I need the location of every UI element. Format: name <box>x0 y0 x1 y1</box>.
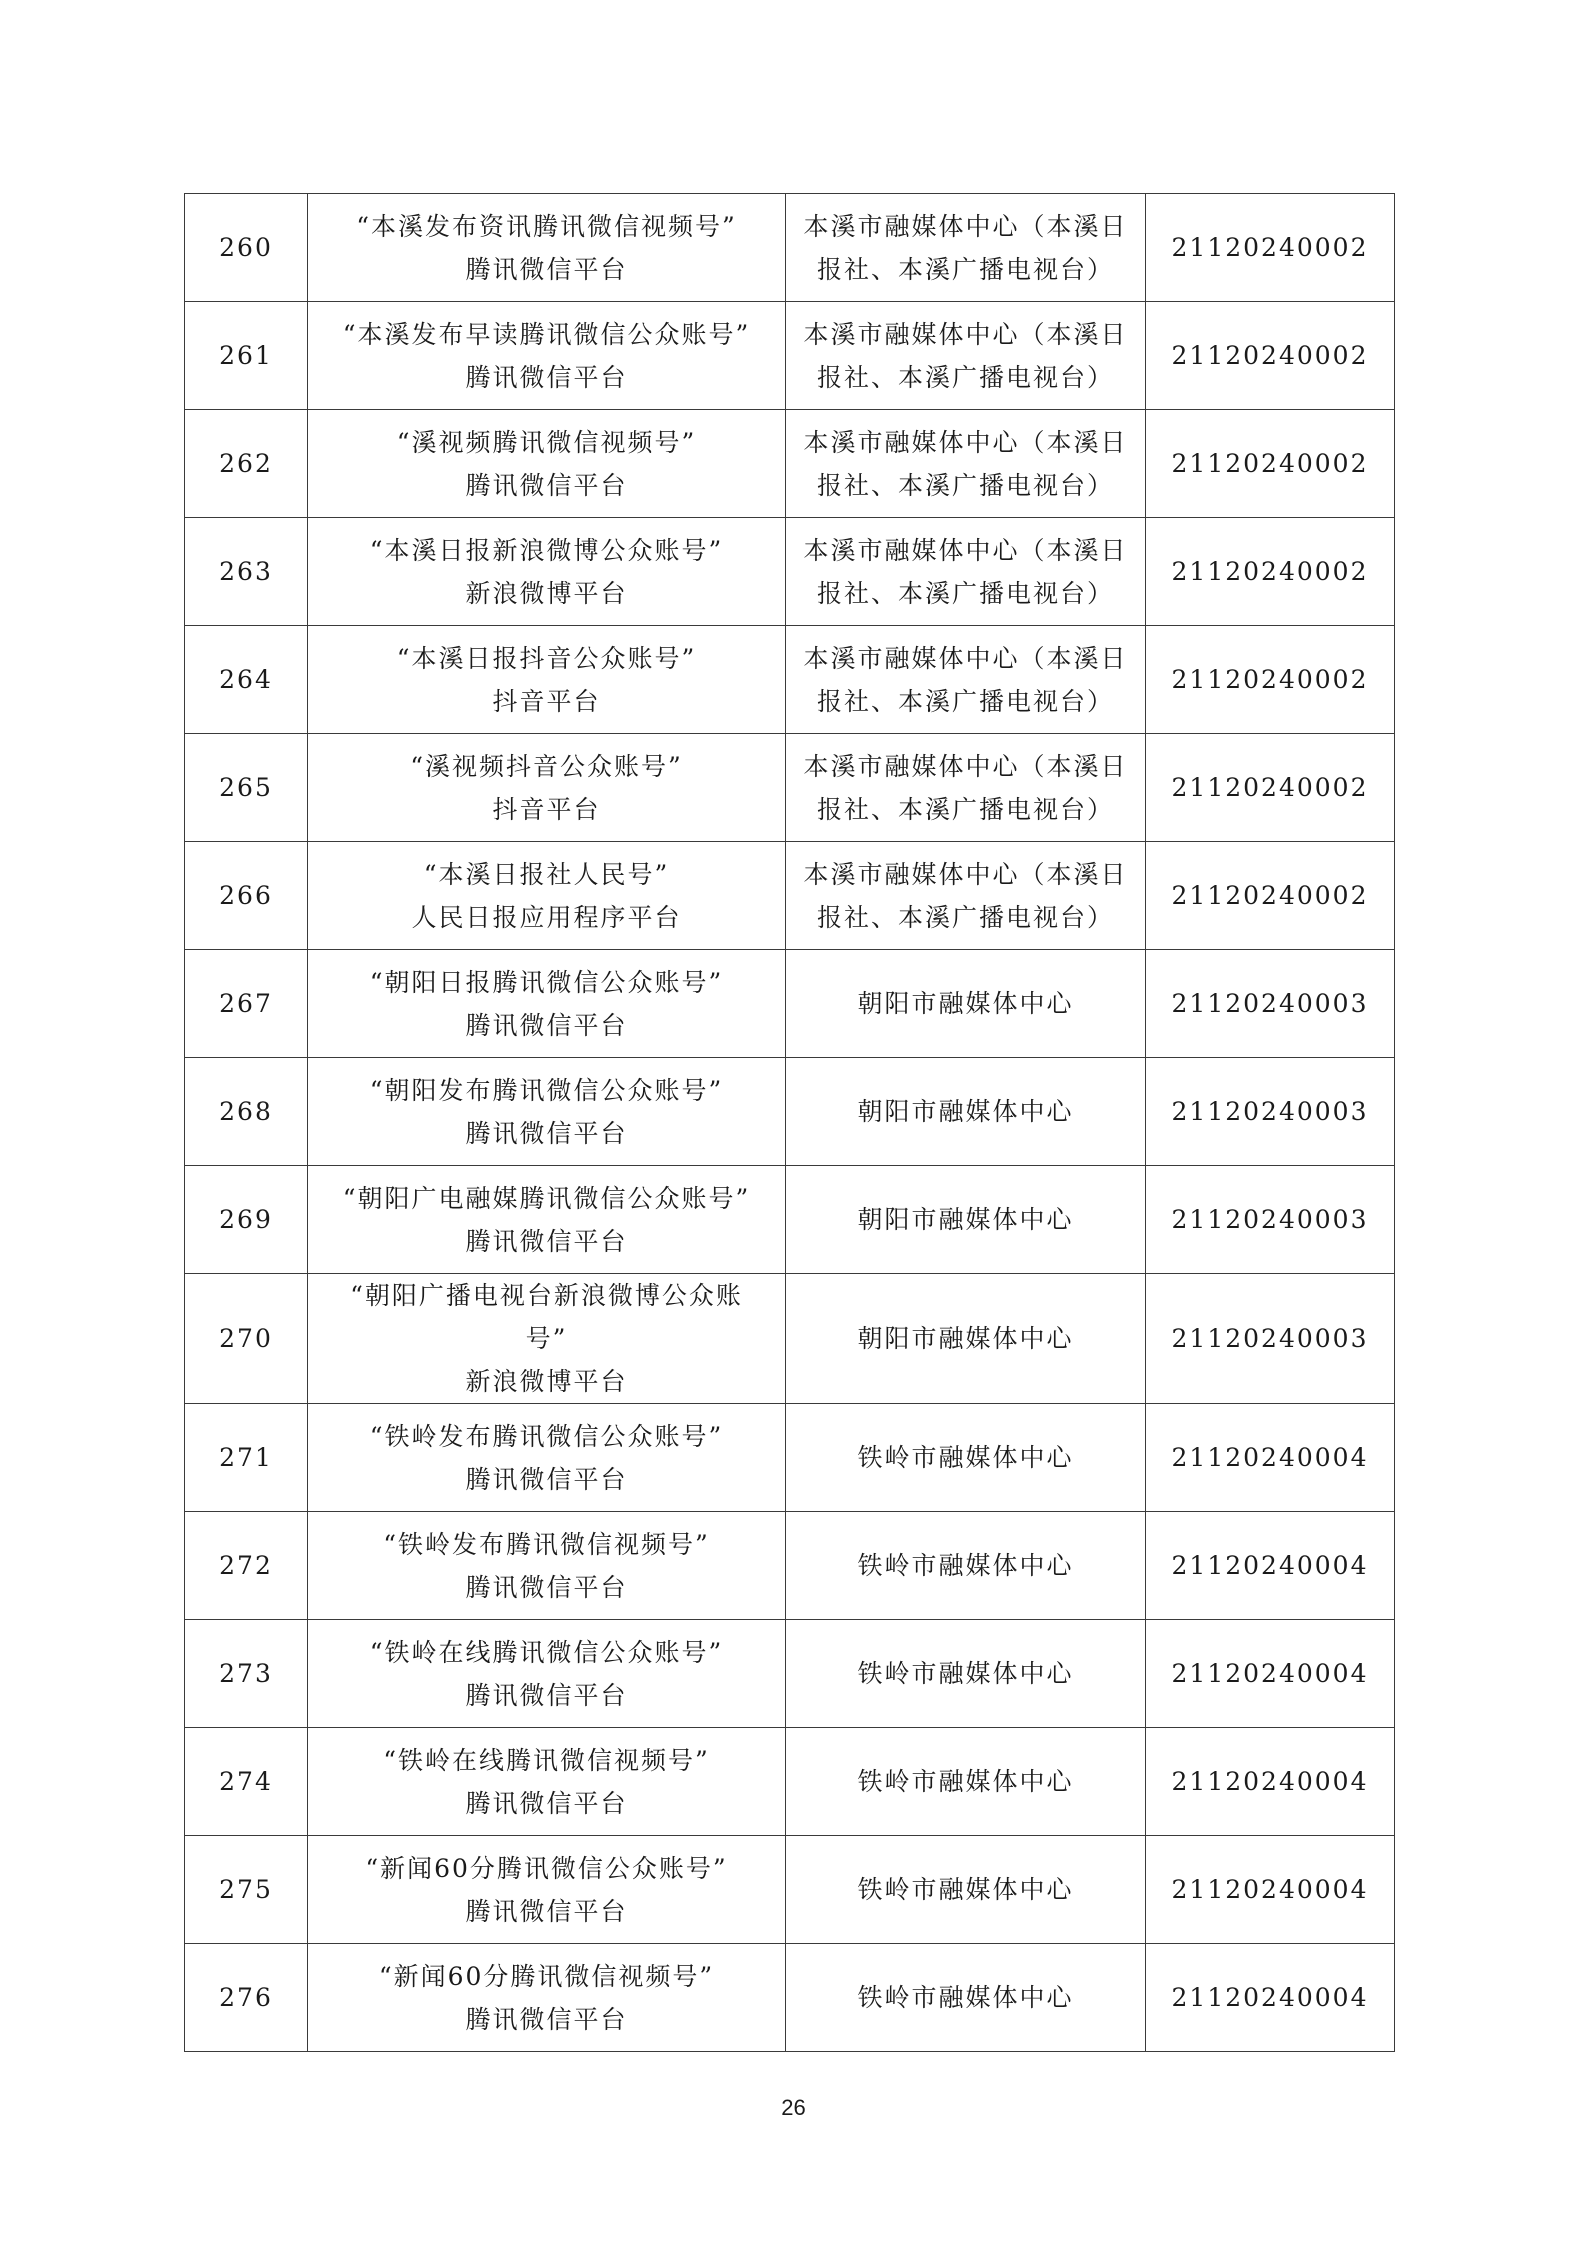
organization-line: 朝阳市融媒体中心 <box>857 1097 1074 1126</box>
table-body <box>185 194 1395 2052</box>
account-name-line: 腾讯微信平台 <box>465 1896 628 1926</box>
account-name-line: 腾讯微信平台 <box>465 254 628 284</box>
account-name-line: “铁岭在线腾讯微信视频号” <box>383 1745 710 1775</box>
account-name-cell <box>308 1620 786 1728</box>
account-name-cell <box>308 194 786 302</box>
organization-line: 铁岭市融媒体中心 <box>857 1767 1074 1796</box>
table-row <box>185 626 1395 734</box>
organization-line: 本溪市融媒体中心（本溪日 <box>803 211 1128 241</box>
organization-cell <box>786 626 1146 734</box>
organization-line: 本溪市融媒体中心（本溪日 <box>803 751 1128 781</box>
license-code: 21120240004 <box>1146 1728 1395 1836</box>
organization-line: 朝阳市融媒体中心 <box>857 1205 1074 1234</box>
account-name-line: “朝阳日报腾讯微信公众账号” <box>369 967 724 997</box>
license-table <box>184 193 1395 2052</box>
account-name-line: 腾讯微信平台 <box>465 1118 628 1148</box>
row-number: 268 <box>185 1058 308 1166</box>
account-name-cell <box>308 1166 786 1274</box>
account-name-cell <box>308 1944 786 2052</box>
license-code: 21120240004 <box>1146 1944 1395 2052</box>
license-code: 21120240002 <box>1146 194 1395 302</box>
organization-line: 本溪市融媒体中心（本溪日 <box>803 319 1128 349</box>
organization-line: 报社、本溪广播电视台） <box>816 902 1114 932</box>
row-number: 267 <box>185 950 308 1058</box>
account-name-cell <box>308 950 786 1058</box>
account-name-line: “朝阳发布腾讯微信公众账号” <box>369 1075 724 1105</box>
account-name-line: 腾讯微信平台 <box>465 470 628 500</box>
organization-line: 报社、本溪广播电视台） <box>816 578 1114 608</box>
account-name-line: 腾讯微信平台 <box>465 362 628 392</box>
organization-line: 铁岭市融媒体中心 <box>857 1875 1074 1904</box>
row-number: 271 <box>185 1404 308 1512</box>
account-name-line: “新闻60分腾讯微信视频号” <box>378 1961 715 1991</box>
table-row <box>185 1404 1395 1512</box>
row-number: 270 <box>185 1274 308 1404</box>
row-number: 265 <box>185 734 308 842</box>
account-name-cell <box>308 1512 786 1620</box>
license-code: 21120240002 <box>1146 302 1395 410</box>
account-name-line: “朝阳广播电视台新浪微博公众账 <box>350 1281 743 1310</box>
organization-line: 本溪市融媒体中心（本溪日 <box>803 859 1128 889</box>
license-code: 21120240003 <box>1146 1274 1395 1404</box>
account-name-cell <box>308 1058 786 1166</box>
account-name-line: 人民日报应用程序平台 <box>411 902 682 932</box>
row-number: 262 <box>185 410 308 518</box>
organization-cell <box>786 410 1146 518</box>
table-row <box>185 194 1395 302</box>
license-code: 21120240004 <box>1146 1404 1395 1512</box>
row-number: 261 <box>185 302 308 410</box>
table-row <box>185 1274 1395 1404</box>
account-name-cell <box>308 1728 786 1836</box>
license-code: 21120240003 <box>1146 950 1395 1058</box>
table-row <box>185 518 1395 626</box>
row-number: 269 <box>185 1166 308 1274</box>
row-number: 263 <box>185 518 308 626</box>
account-name-line: “铁岭发布腾讯微信公众账号” <box>369 1421 724 1451</box>
account-name-line: 腾讯微信平台 <box>465 1572 628 1602</box>
table-row <box>185 410 1395 518</box>
account-name-cell <box>308 518 786 626</box>
account-name-line: “溪视频腾讯微信视频号” <box>396 427 697 457</box>
row-number: 276 <box>185 1944 308 2052</box>
account-name-line: “铁岭发布腾讯微信视频号” <box>383 1529 710 1559</box>
organization-cell <box>786 518 1146 626</box>
organization-cell <box>786 1512 1146 1620</box>
row-number: 273 <box>185 1620 308 1728</box>
row-number: 274 <box>185 1728 308 1836</box>
table-row <box>185 1058 1395 1166</box>
organization-line: 报社、本溪广播电视台） <box>816 254 1114 284</box>
license-code: 21120240002 <box>1146 410 1395 518</box>
organization-cell <box>786 1944 1146 2052</box>
table-row <box>185 1836 1395 1944</box>
account-name-cell <box>308 842 786 950</box>
organization-cell <box>786 1620 1146 1728</box>
organization-line: 报社、本溪广播电视台） <box>816 794 1114 824</box>
license-code: 21120240002 <box>1146 626 1395 734</box>
organization-line: 铁岭市融媒体中心 <box>857 1659 1074 1688</box>
organization-cell <box>786 194 1146 302</box>
organization-cell <box>786 1836 1146 1944</box>
organization-line: 铁岭市融媒体中心 <box>857 1443 1074 1472</box>
organization-line: 本溪市融媒体中心（本溪日 <box>803 427 1128 457</box>
organization-line: 铁岭市融媒体中心 <box>857 1983 1074 2012</box>
account-name-cell <box>308 626 786 734</box>
account-name-line: 腾讯微信平台 <box>465 1680 628 1710</box>
organization-line: 报社、本溪广播电视台） <box>816 686 1114 716</box>
organization-cell <box>786 1058 1146 1166</box>
license-code: 21120240002 <box>1146 842 1395 950</box>
organization-line: 本溪市融媒体中心（本溪日 <box>803 643 1128 673</box>
account-name-line: “本溪日报社人民号” <box>423 859 670 889</box>
table-row <box>185 1512 1395 1620</box>
account-name-line: “铁岭在线腾讯微信公众账号” <box>369 1637 724 1667</box>
account-name-cell <box>308 410 786 518</box>
table-row <box>185 842 1395 950</box>
account-name-line: 新浪微博平台 <box>465 1367 628 1396</box>
organization-cell <box>786 950 1146 1058</box>
organization-line: 朝阳市融媒体中心 <box>857 989 1074 1018</box>
page-number: 26 <box>781 2095 806 2120</box>
account-name-line: 抖音平台 <box>492 794 601 824</box>
row-number: 272 <box>185 1512 308 1620</box>
account-name-line: “溪视频抖音公众账号” <box>410 751 683 781</box>
row-number: 266 <box>185 842 308 950</box>
account-name-line: 号” <box>525 1324 568 1353</box>
account-name-cell <box>308 1836 786 1944</box>
table-row <box>185 1620 1395 1728</box>
organization-cell <box>786 1728 1146 1836</box>
account-name-line: “朝阳广电融媒腾讯微信公众账号” <box>342 1183 751 1213</box>
account-name-cell <box>308 734 786 842</box>
row-number: 264 <box>185 626 308 734</box>
table-row <box>185 950 1395 1058</box>
table-row <box>185 734 1395 842</box>
account-name-line: 抖音平台 <box>492 686 601 716</box>
account-name-line: “本溪发布资讯腾讯微信视频号” <box>356 211 737 241</box>
organization-line: 报社、本溪广播电视台） <box>816 470 1114 500</box>
organization-line: 朝阳市融媒体中心 <box>857 1324 1074 1353</box>
organization-cell <box>786 734 1146 842</box>
account-name-line: 腾讯微信平台 <box>465 1010 628 1040</box>
account-name-line: 腾讯微信平台 <box>465 1226 628 1256</box>
organization-cell <box>786 1166 1146 1274</box>
table-row <box>185 1166 1395 1274</box>
license-code: 21120240003 <box>1146 1166 1395 1274</box>
account-name-line: “本溪日报新浪微博公众账号” <box>369 535 724 565</box>
organization-cell <box>786 1274 1146 1404</box>
organization-cell <box>786 842 1146 950</box>
row-number: 260 <box>185 194 308 302</box>
account-name-line: 腾讯微信平台 <box>465 1464 628 1494</box>
account-name-cell <box>308 1274 786 1404</box>
table-row <box>185 302 1395 410</box>
license-code: 21120240004 <box>1146 1620 1395 1728</box>
organization-line: 报社、本溪广播电视台） <box>816 362 1114 392</box>
license-code: 21120240003 <box>1146 1058 1395 1166</box>
license-code: 21120240004 <box>1146 1836 1395 1944</box>
account-name-line: 腾讯微信平台 <box>465 2004 628 2034</box>
account-name-line: 腾讯微信平台 <box>465 1788 628 1818</box>
account-name-line: “新闻60分腾讯微信公众账号” <box>365 1853 728 1883</box>
account-name-line: 新浪微博平台 <box>465 578 628 608</box>
account-name-line: “本溪日报抖音公众账号” <box>396 643 697 673</box>
account-name-cell <box>308 302 786 410</box>
license-code: 21120240002 <box>1146 518 1395 626</box>
license-code: 21120240004 <box>1146 1512 1395 1620</box>
account-name-line: “本溪发布早读腾讯微信公众账号” <box>342 319 751 349</box>
license-code: 21120240002 <box>1146 734 1395 842</box>
row-number: 275 <box>185 1836 308 1944</box>
organization-line: 铁岭市融媒体中心 <box>857 1551 1074 1580</box>
organization-cell <box>786 1404 1146 1512</box>
table-row <box>185 1944 1395 2052</box>
organization-line: 本溪市融媒体中心（本溪日 <box>803 535 1128 565</box>
organization-cell <box>786 302 1146 410</box>
account-name-cell <box>308 1404 786 1512</box>
table-row <box>185 1728 1395 1836</box>
